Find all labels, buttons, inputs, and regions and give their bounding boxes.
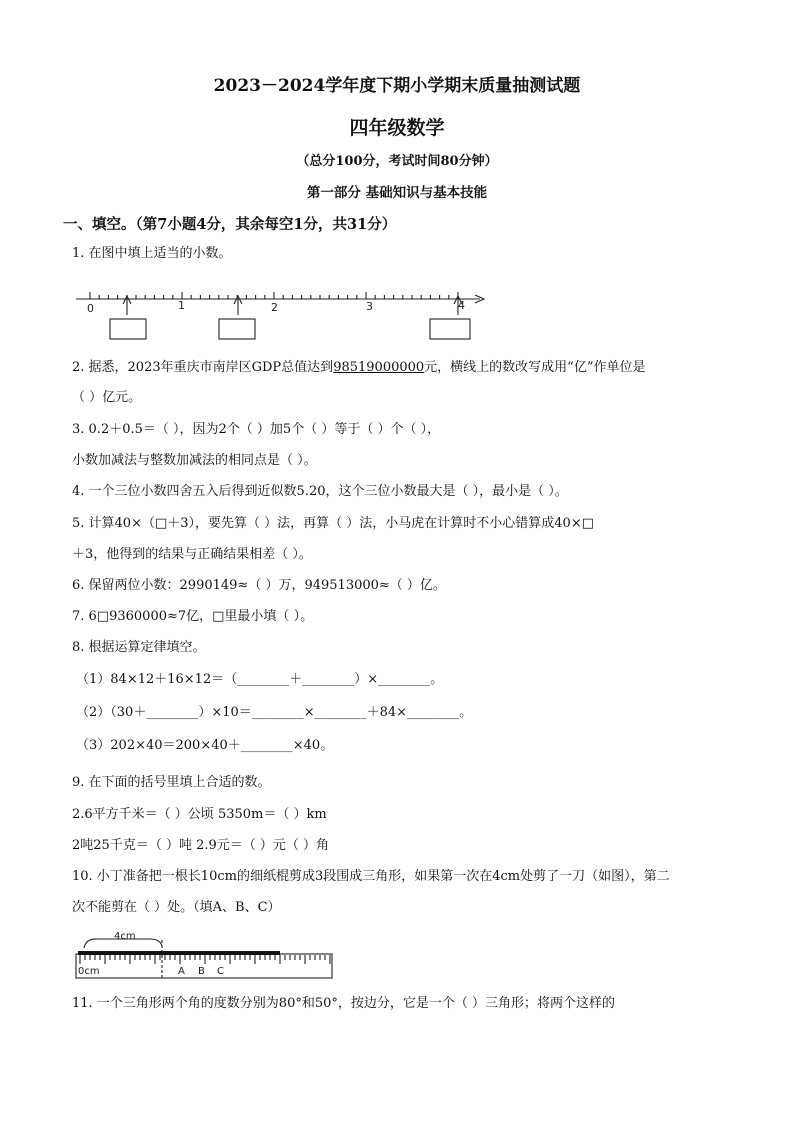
ruler-label-0cm: 0cm [78, 966, 100, 977]
q2-text-a: 2. 据悉，2023年重庆市南岸区GDP总值达到 [72, 360, 334, 375]
question-8: 8. 根据运算定律填空。 [72, 640, 206, 655]
ruler-label-C: C [217, 966, 224, 977]
exam-subtitle: 四年级数学 [349, 117, 445, 139]
question-2 [72, 360, 645, 376]
section-heading: 一、填空。（第7小题4分，其余每空1分，共31分） [63, 216, 397, 233]
question-8-1: （1）84×12＋16×12＝（________＋________）×________。 [76, 672, 444, 687]
question-5: 5. 计算40×（□＋3），要先算（ ）法，再算（ ）法，小马虎在计算时不小心错算成40×□ [72, 516, 595, 531]
question-8-3: （3）202×40＝200×40＋________×40。 [76, 738, 334, 753]
question-7: 7. 6□9360000≈7亿，□里最小填（ ）。 [72, 609, 314, 624]
question-9: 9. 在下面的括号里填上合适的数。 [72, 775, 271, 790]
ruler-label-A: A [178, 966, 185, 977]
question-9-1: 2.6平方千米＝（ ）公顷 5350m＝（ ）km [72, 807, 327, 822]
question-6: 6. 保留两位小数：2990149≈（ ）万，949513000≈（ ）亿。 [72, 578, 446, 593]
tick-label-2: 2 [271, 301, 278, 314]
tick-label-1: 1 [178, 299, 185, 312]
question-2-line2: （ ）亿元。 [72, 390, 142, 405]
question-5-line2: ＋3，他得到的结果与正确结果相差（ ）。 [72, 547, 312, 562]
tick-label-3: 3 [366, 300, 373, 313]
ruler-label-4cm: 4cm [114, 931, 136, 942]
part-heading: 第一部分 基础知识与基本技能 [306, 185, 488, 201]
tick-label-0: 0 [87, 302, 94, 315]
question-10-line2: 次不能剪在（ ）处。（填A、B、C） [72, 900, 281, 915]
question-9-2: 2吨25千克＝（ ）吨 2.9元＝（ ）元（ ）角 [72, 838, 330, 853]
exam-title: 2023－2024学年度下期小学期末质量抽测试题 [213, 76, 581, 96]
question-8-2: （2）（30＋________）×10＝________×________＋84×________。 [76, 705, 473, 720]
question-1: 1. 在图中填上适当的小数。 [72, 246, 232, 261]
question-11: 11. 一个三角形两个角的度数分别为80°和50°，按边分，它是一个（ ）三角形；将两个这样的 [72, 996, 616, 1011]
ruler-label-B: B [198, 966, 205, 977]
question-3: 3. 0.2＋0.5＝（ ），因为2个（ ）加5个（ ）等于（ ）个（ ）， [72, 422, 441, 437]
question-10: 10. 小丁准备把一根长10cm的细纸棍剪成3段围成三角形，如果第一次在4cm处剪了一刀（如图），第二 [72, 869, 670, 884]
q2-number: 98519000000 [333, 360, 425, 375]
question-4: 4. 一个三位小数四舍五入后得到近似数5.20，这个三位小数最大是（ ），最小是（ ）。 [72, 484, 568, 499]
number-line-figure [70, 285, 495, 345]
q2-text-b: 元，横线上的数改写成用“亿”作单位是 [424, 360, 646, 375]
ruler-figure [72, 926, 337, 982]
question-3-line2: 小数加减法与整数加减法的相同点是（ ）。 [72, 453, 317, 468]
exam-note: （总分100分，考试时间80分钟） [296, 154, 498, 169]
tick-label-4: 4 [458, 299, 465, 312]
